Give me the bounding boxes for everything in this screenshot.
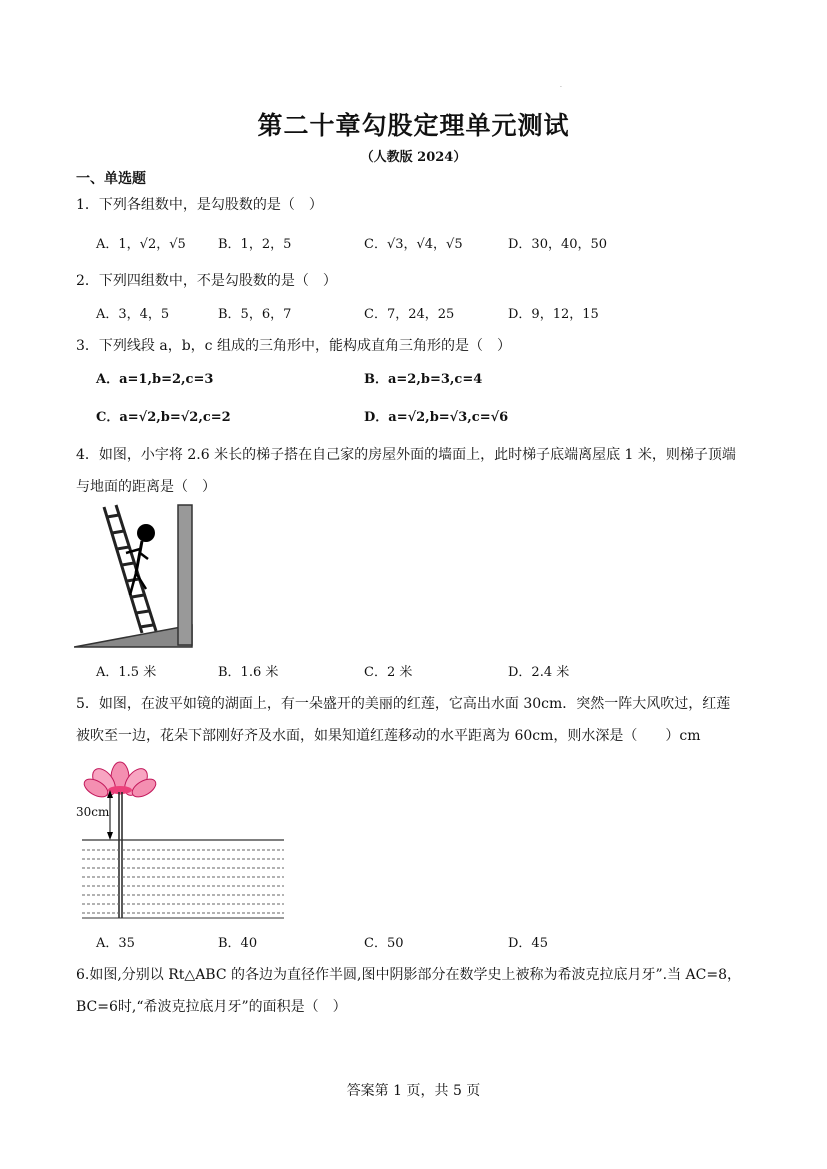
question-5-option-a: A．35 (96, 936, 135, 951)
question-5-option-d: D．45 (508, 936, 548, 951)
question-3-option-d: D．a=√2,b=√3,c=√6 (364, 410, 509, 425)
question-4-stem-line1: 4．如图，小宇将 2.6 米长的梯子搭在自己家的房屋外面的墙面上，此时梯子底端离屋底 1 米，则梯子顶端 (76, 447, 736, 463)
question-2-option-a: A．3，4，5 (96, 307, 170, 322)
question-4-option-c: C．2 米 (364, 665, 413, 680)
ladder-figure (74, 503, 196, 649)
question-4-option-d: D．2.4 米 (508, 665, 570, 680)
question-4-stem-line2: 与地面的距离是（ ） (76, 479, 216, 495)
lotus-figure (74, 752, 288, 924)
question-6-stem-line2: BC=6时,“希波克拉底月牙”的面积是（ ） (76, 999, 347, 1015)
question-1-option-a: A．1，√2，√5 (96, 237, 186, 252)
question-1-stem: 1．下列各组数中，是勾股数的是（ ） (76, 197, 323, 213)
page-subtitle: （人教版 2024） (360, 150, 467, 165)
page-title: 第二十章勾股定理单元测试 (257, 111, 570, 140)
question-5-option-b: B．40 (218, 936, 258, 951)
corner-mark: · (560, 84, 562, 91)
question-3-option-b: B．a=2,b=3,c=4 (364, 372, 483, 387)
question-2-option-b: B．5，6，7 (218, 307, 292, 322)
question-1-option-c: C．√3，√4，√5 (364, 237, 463, 252)
question-1-option-b: B．1，2，5 (218, 237, 292, 252)
question-3-stem: 3．下列线段 a，b，c 组成的三角形中，能构成直角三角形的是（ ） (76, 338, 511, 354)
question-2-option-d: D．9，12，15 (508, 307, 599, 322)
question-2-stem: 2．下列四组数中，不是勾股数的是（ ） (76, 273, 337, 289)
question-5-option-c: C．50 (364, 936, 404, 951)
question-3-option-a: A．a=1,b=2,c=3 (96, 372, 214, 387)
question-3-option-c: C．a=√2,b=√2,c=2 (96, 410, 231, 425)
question-1-option-d: D．30，40，50 (508, 237, 608, 252)
section-heading: 一、单选题 (76, 171, 146, 187)
lotus-height-label: 30cm (76, 805, 110, 819)
lotus-icon (81, 762, 159, 801)
question-4-option-b: B．1.6 米 (218, 665, 279, 680)
question-2-option-c: C．7，24，25 (364, 307, 455, 322)
question-6-stem-line1: 6.如图,分别以 Rt△ABC 的各边为直径作半圆,图中阴影部分在数学史上被称为希波克拉底月牙”.当 AC=8， (76, 967, 741, 983)
page-footer: 答案第 1 页，共 5 页 (346, 1083, 481, 1099)
question-5-stem-line1: 5．如图，在波平如镜的湖面上，有一朵盛开的美丽的红莲，它高出水面 30cm．突然一阵大风吹过，红莲 (76, 696, 731, 712)
question-4-option-a: A．1.5 米 (96, 665, 157, 680)
question-5-stem-line2: 被吹至一边，花朵下部刚好齐及水面，如果知道红莲移动的水平距离为 60cm，则水深是（ ）cm (76, 728, 701, 744)
